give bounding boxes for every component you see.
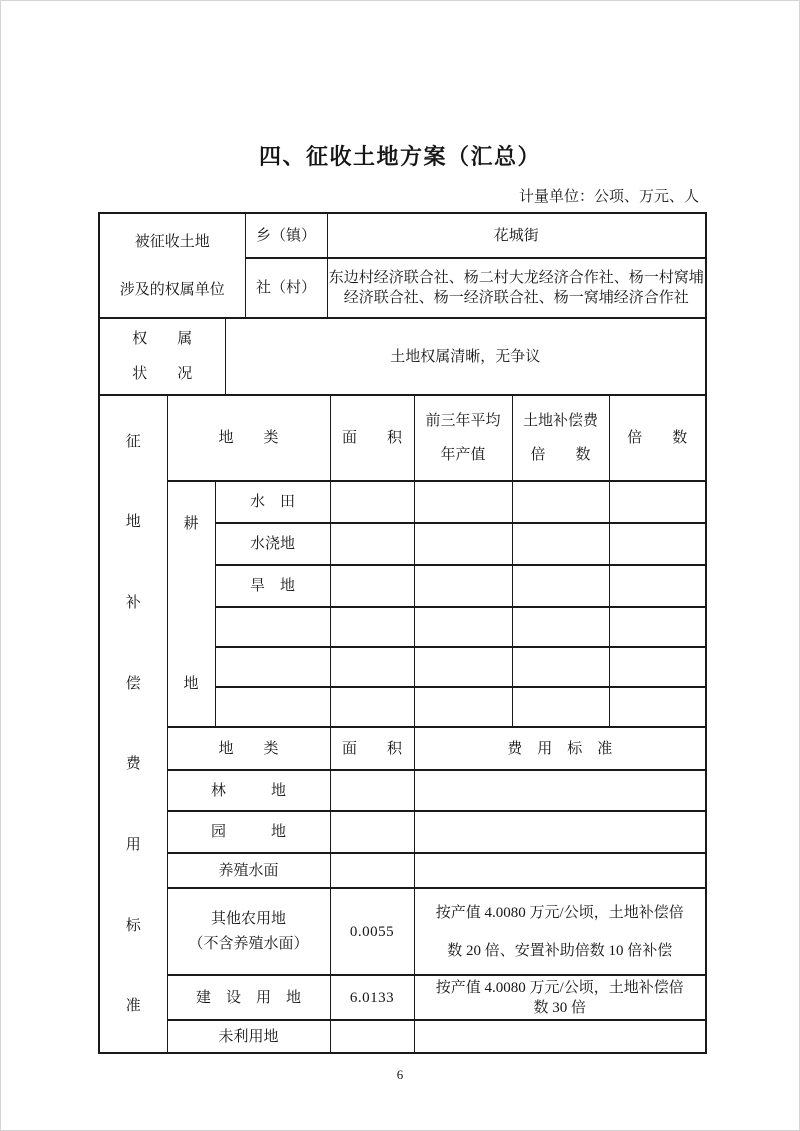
fee-row-label-unused: 未利用地: [167, 1020, 330, 1053]
fee-row-area: 0.0055: [330, 888, 414, 975]
fee-row-fee: [414, 770, 706, 811]
empty-cell: [512, 607, 609, 647]
unit-note: 计量单位：公项、万元、人: [518, 189, 699, 205]
crop-row-label: [215, 687, 330, 727]
fee-row-fee: [414, 811, 706, 853]
empty-cell: [330, 687, 414, 727]
side-label-char: 征: [125, 433, 141, 450]
ownership-table: [98, 212, 707, 396]
header-resettle-line2: 倍 数: [627, 430, 688, 446]
empty-cell: [512, 523, 609, 565]
header-avg-output: [414, 395, 512, 481]
header-land-comp-line1: 土地补偿费: [523, 413, 599, 429]
empty-cell: [609, 607, 706, 647]
fee-row-label: 林 地: [167, 770, 330, 811]
page-title: 四、征收土地方案（汇总）: [258, 144, 541, 169]
fee-row-area: [330, 811, 414, 853]
header-land-comp-line2: 倍 数: [530, 447, 591, 463]
fee-row-label: 园 地: [167, 811, 330, 853]
header-land-comp: [512, 395, 609, 481]
fee-row-area: [330, 1020, 414, 1053]
fee-line1: 按产值 4.0080 万元/公顷，土地补偿倍: [435, 979, 684, 996]
table-row: [99, 213, 706, 258]
township-value: 花城街: [327, 213, 706, 258]
header2-fee-standard: 费 用 标 准: [414, 727, 706, 770]
header-area: 面 积: [330, 395, 414, 481]
page-number: 6: [396, 1067, 404, 1082]
table-row: [99, 1020, 706, 1053]
table-row: [99, 888, 706, 975]
empty-cell: [512, 481, 609, 523]
empty-cell: [330, 565, 414, 607]
header-resettle: [609, 395, 706, 481]
side-label-char: 补: [125, 594, 141, 611]
arable-label-char: 地: [183, 676, 199, 692]
empty-cell: [609, 481, 706, 523]
empty-cell: [609, 523, 706, 565]
fee-line2: 数 30 倍: [533, 999, 587, 1016]
village-label: 社（村）: [245, 258, 327, 318]
side-label-char: 费: [125, 756, 141, 773]
tenure-label-line1: 权 属: [132, 331, 193, 347]
empty-cell: [414, 687, 512, 727]
side-label-char: 准: [125, 998, 141, 1015]
arable-label-vertical: [168, 514, 215, 694]
empty-cell: [512, 565, 609, 607]
side-label-char: 标: [125, 917, 141, 934]
header2-land-type: 地 类: [167, 727, 330, 770]
empty-cell: [512, 687, 609, 727]
empty-cell: [414, 565, 512, 607]
side-label-vertical: [100, 432, 167, 1017]
table-row: [99, 770, 706, 811]
empty-cell: [609, 687, 706, 727]
fee-row-label: 养殖水面: [167, 853, 330, 888]
header-avg-output-line1: 前三年平均: [425, 413, 501, 429]
tenure-label-cell: [99, 318, 225, 395]
fee-row-area: [330, 853, 414, 888]
owner-label-line1: 被征收土地: [134, 233, 210, 250]
crop-row-label: [215, 607, 330, 647]
empty-cell: [609, 647, 706, 687]
arable-label-char: 耕: [183, 516, 199, 532]
crop-row-label: 水 田: [215, 481, 330, 523]
empty-cell: [512, 647, 609, 687]
empty-cell: [330, 607, 414, 647]
empty-cell: [609, 565, 706, 607]
table-row: [99, 318, 706, 395]
township-label: 乡（镇）: [245, 213, 327, 258]
empty-cell: [414, 607, 512, 647]
fee-row-label-construction: 建 设 用 地: [167, 975, 330, 1020]
compensation-table: [98, 394, 707, 1054]
fee-row-fee: [414, 1020, 706, 1053]
table-row: [99, 811, 706, 853]
empty-cell: [330, 523, 414, 565]
fee-line1: 按产值 4.0080 万元/公顷，土地补偿倍: [435, 904, 684, 921]
owner-label-cell: [99, 213, 245, 318]
header2-area: 面 积: [330, 727, 414, 770]
crop-row-label: [215, 647, 330, 687]
crop-row-label: 旱 地: [215, 565, 330, 607]
crop-row-label: 水浇地: [215, 523, 330, 565]
side-label-char: 地: [125, 514, 141, 531]
empty-cell: [414, 523, 512, 565]
fee-row-label-other-agri: [167, 888, 330, 975]
table-row: [99, 975, 706, 1020]
fee-row-fee: [414, 853, 706, 888]
fee-line2: 数 20 倍、安置补助倍数 10 倍补偿: [447, 942, 673, 959]
table-row: [99, 395, 706, 481]
fee-row-fee: [414, 975, 706, 1020]
fee-row-label-line1: 其他农用地: [211, 910, 287, 927]
header-avg-output-line2: 年产值: [440, 447, 486, 463]
tenure-value: 土地权属清晰，无争议: [225, 318, 706, 395]
empty-cell: [414, 647, 512, 687]
empty-cell: [414, 481, 512, 523]
side-label-cell: [99, 395, 167, 1053]
side-label-char: 偿: [125, 675, 141, 692]
table-row: [99, 853, 706, 888]
fee-row-label-line2: （不含养殖水面）: [188, 935, 309, 952]
empty-cell: [330, 647, 414, 687]
side-label-char: 用: [125, 837, 141, 854]
empty-cell: [330, 481, 414, 523]
fee-row-fee: [414, 888, 706, 975]
tenure-label-line2: 状 况: [132, 366, 193, 382]
header-land-type: 地 类: [167, 395, 330, 481]
arable-label-cell: [167, 481, 215, 727]
table-row: [99, 727, 706, 770]
village-value: 东边村经济联合社、杨二村大龙经济合作社、杨一村窝埔经济联合社、杨一经济联合社、杨一窝埔经济合作社: [327, 258, 706, 318]
fee-row-area: [330, 770, 414, 811]
fee-row-area: 6.0133: [330, 975, 414, 1020]
table-row: [99, 481, 706, 523]
owner-label-line2: 涉及的权属单位: [119, 281, 225, 298]
